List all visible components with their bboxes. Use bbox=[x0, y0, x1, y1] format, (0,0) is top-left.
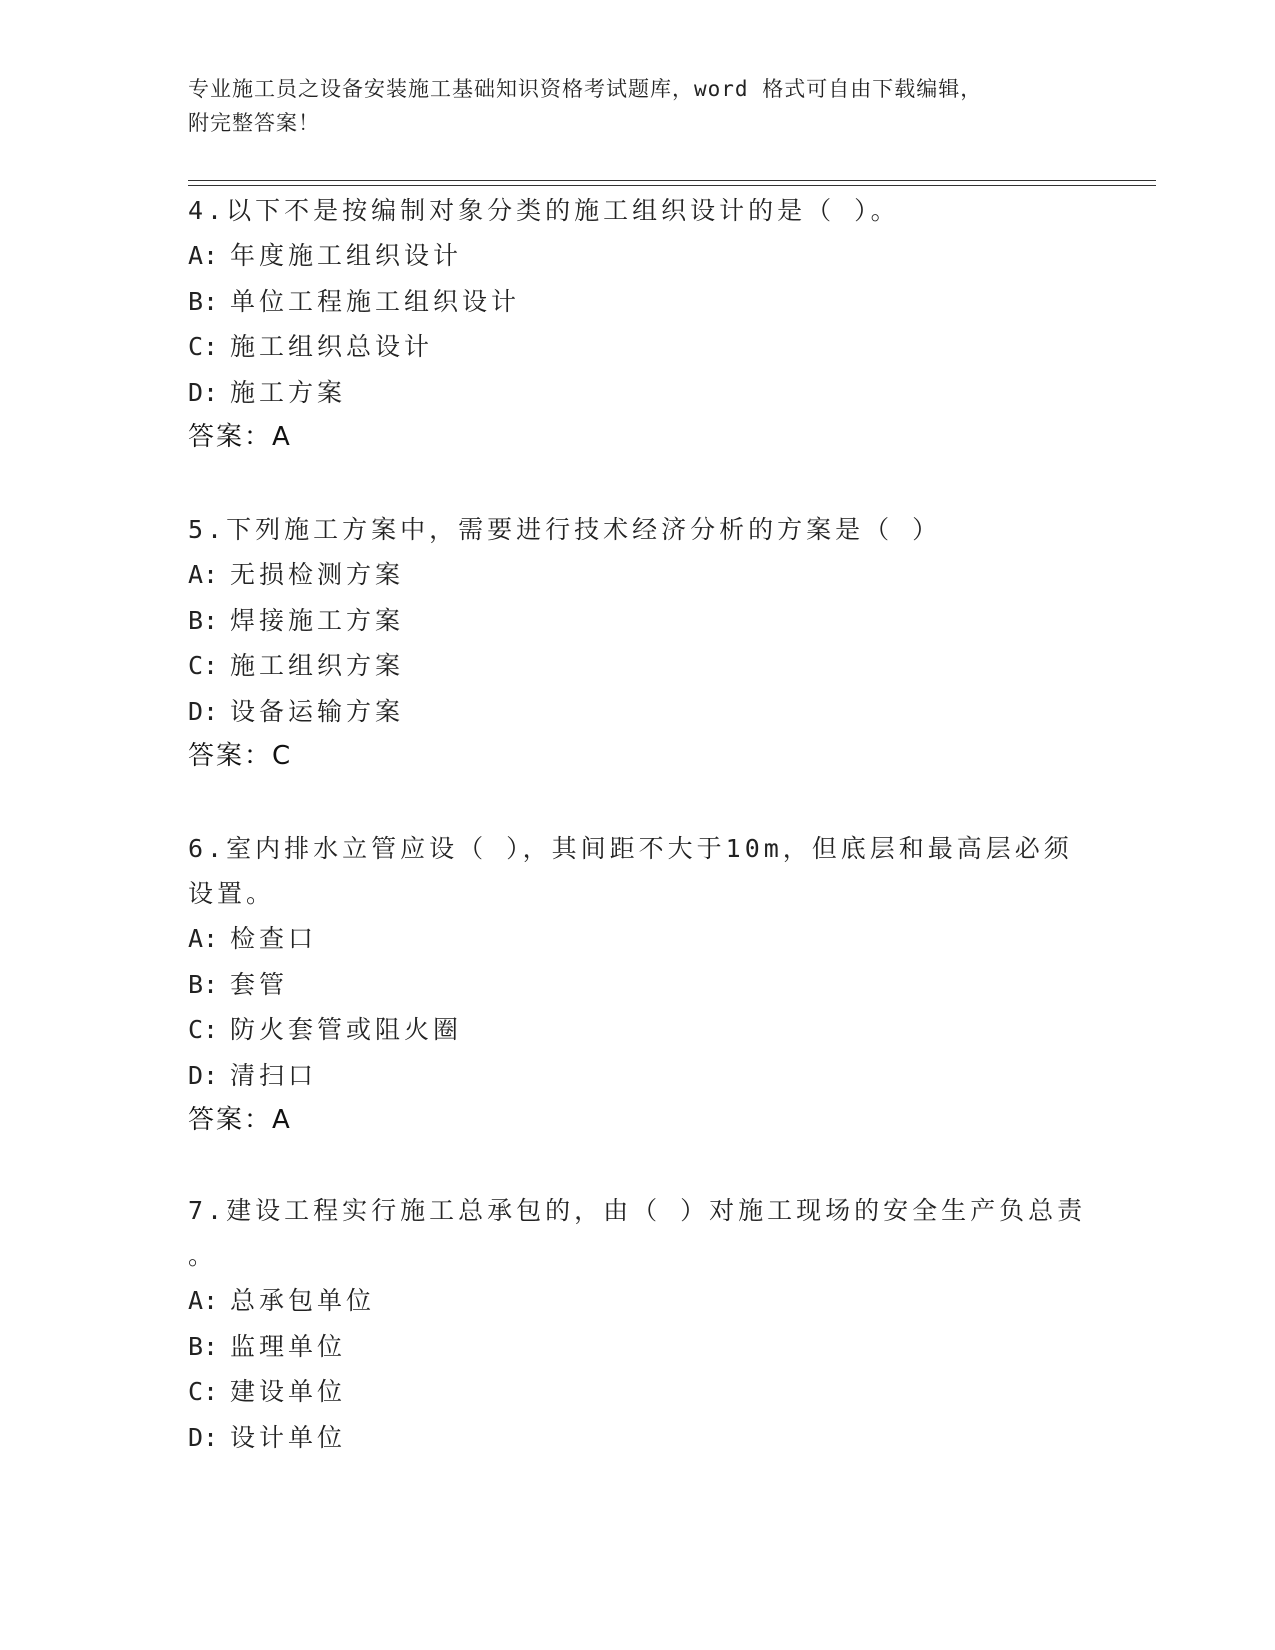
question-stem: 7.建设工程实行施工总承包的，由（ ）对施工现场的安全生产负总责 bbox=[188, 1196, 1087, 1225]
option-d bbox=[188, 689, 1088, 735]
option-key: C: bbox=[188, 1015, 219, 1044]
option-text: 监理单位 bbox=[230, 1331, 347, 1361]
option-key: D: bbox=[188, 1060, 219, 1090]
option-text: 无损检测方案 bbox=[230, 560, 405, 589]
option-c bbox=[188, 1007, 1088, 1053]
option-key: D: bbox=[188, 696, 219, 726]
option-b bbox=[188, 279, 1088, 325]
option-b bbox=[188, 598, 1088, 644]
header-line-1: 专业施工员之设备安装施工基础知识资格考试题库，word 格式可自由下载编辑， bbox=[188, 77, 983, 101]
option-key: D: bbox=[188, 377, 219, 407]
question-stem: 4.以下不是按编制对象分类的施工组织设计的是（ ）。 bbox=[188, 196, 900, 225]
option-text: 建设单位 bbox=[230, 1377, 347, 1406]
option-text: 设备运输方案 bbox=[230, 696, 405, 726]
option-key: A: bbox=[188, 924, 219, 953]
option-key: C: bbox=[188, 1377, 219, 1406]
option-text: 施工方案 bbox=[230, 377, 347, 407]
option-text: 检查口 bbox=[230, 924, 318, 953]
option-key: A: bbox=[188, 241, 219, 270]
option-key: B: bbox=[188, 286, 219, 316]
option-a bbox=[188, 916, 1088, 962]
option-b bbox=[188, 962, 1088, 1008]
question-5 bbox=[188, 507, 1088, 779]
header-line-2: 附完整答案！ bbox=[188, 111, 320, 135]
option-key: B: bbox=[188, 969, 219, 999]
answer: 答案：A bbox=[188, 1105, 292, 1135]
option-d bbox=[188, 370, 1088, 416]
answer: 答案：A bbox=[188, 422, 292, 452]
option-b bbox=[188, 1324, 1088, 1370]
option-a bbox=[188, 233, 1088, 279]
question-4 bbox=[188, 188, 1088, 460]
option-text: 套管 bbox=[230, 969, 289, 999]
option-key: C: bbox=[188, 651, 219, 680]
option-c bbox=[188, 324, 1088, 370]
option-d bbox=[188, 1415, 1088, 1461]
answer: 答案：C bbox=[188, 741, 293, 771]
option-key: A: bbox=[188, 1286, 219, 1315]
option-c bbox=[188, 1369, 1088, 1415]
option-text: 施工组织总设计 bbox=[230, 332, 434, 361]
question-7 bbox=[188, 1188, 1088, 1460]
header-divider-top bbox=[188, 180, 1156, 181]
question-6 bbox=[188, 826, 1088, 1143]
option-key: B: bbox=[188, 605, 219, 635]
option-text: 年度施工组织设计 bbox=[230, 241, 463, 270]
option-text: 设计单位 bbox=[230, 1422, 347, 1452]
question-stem-continued: 设置。 bbox=[188, 879, 276, 908]
option-text: 总承包单位 bbox=[230, 1286, 376, 1315]
option-key: B: bbox=[188, 1331, 219, 1361]
option-text: 焊接施工方案 bbox=[230, 605, 405, 635]
question-stem-continued: 。 bbox=[188, 1241, 218, 1270]
option-key: A: bbox=[188, 560, 219, 589]
option-key: C: bbox=[188, 332, 219, 361]
option-text: 单位工程施工组织设计 bbox=[230, 286, 521, 316]
option-c bbox=[188, 643, 1088, 689]
question-stem: 5.下列施工方案中，需要进行技术经济分析的方案是（ ） bbox=[188, 515, 942, 544]
option-text: 防火套管或阻火圈 bbox=[230, 1015, 463, 1044]
option-text: 施工组织方案 bbox=[230, 651, 405, 680]
option-text: 清扫口 bbox=[230, 1060, 318, 1090]
question-stem: 6.室内排水立管应设（ ），其间距不大于10m，但底层和最高层必须 bbox=[188, 834, 1073, 863]
option-a bbox=[188, 552, 1088, 598]
option-d bbox=[188, 1053, 1088, 1099]
document-header bbox=[188, 72, 1088, 140]
header-divider-bottom bbox=[188, 185, 1156, 186]
option-key: D: bbox=[188, 1422, 219, 1452]
option-a bbox=[188, 1278, 1088, 1324]
